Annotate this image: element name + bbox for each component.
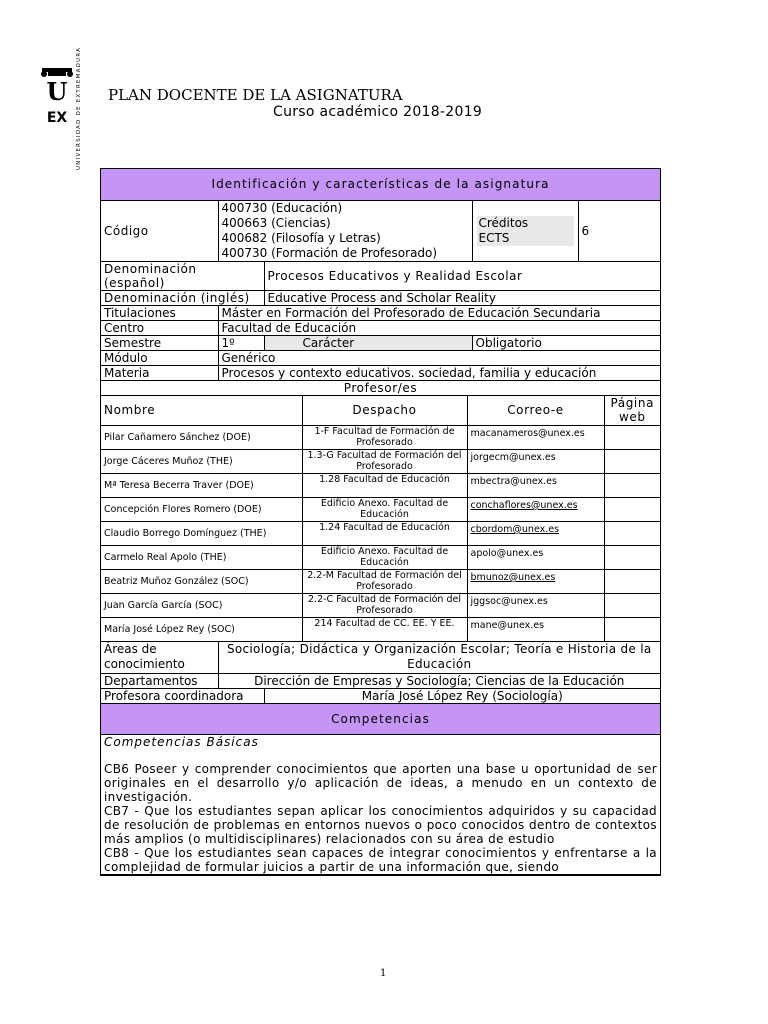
departamentos-value: Dirección de Empresas y Sociología; Ciencias de la Educación: [218, 673, 660, 688]
professor-email[interactable]: [467, 450, 604, 474]
modulo-value: Genérico: [218, 350, 660, 365]
semestre-value: 1º: [218, 335, 264, 350]
professor-email[interactable]: [467, 618, 604, 642]
codigo-label: Código: [101, 200, 218, 261]
creditos-value: 6: [578, 200, 660, 261]
logo-letters-ex: EX: [46, 110, 68, 126]
professor-office: 2.2-M Facultad de Formación del Profesorado: [302, 570, 467, 594]
professor-email[interactable]: [467, 498, 604, 522]
professors-rows: [101, 426, 660, 642]
centro-label: Centro: [101, 320, 218, 335]
column-header-correo: Correo-e: [467, 396, 604, 426]
professor-website: [604, 498, 660, 522]
professor-website: [604, 570, 660, 594]
competencia-cb8: CB8 - Que los estudiantes sean capaces de integrar conocimientos y enfrentarse a la complejidad de formular juicios a partir de una información que, siendo: [104, 845, 657, 874]
professor-name: Beatriz Muñoz González (SOC): [101, 570, 302, 594]
professor-email[interactable]: [467, 522, 604, 546]
caracter-label: Carácter: [264, 335, 472, 350]
competencia-cb6: CB6 Poseer y comprender conocimientos que aporten una base u oportunidad de ser originales en el desarrollo y/o aplicación de ideas, a menudo en un contexto de investigación.: [104, 761, 657, 804]
codigo-item: 400730 (Educación): [221, 200, 343, 215]
areas-value: Sociología; Didáctica y Organización Escolar; Teoría e Historia de la Educación: [218, 642, 660, 673]
university-name-vertical: UNIVERSIDAD DE EXTREMADURA: [76, 46, 82, 170]
identification-table: [101, 169, 660, 396]
table-row: [101, 546, 660, 570]
professor-name: Mª Teresa Becerra Traver (DOE): [101, 474, 302, 498]
table-row: [101, 474, 660, 498]
codigo-item: 400730 (Formación de Profesorado): [221, 245, 438, 260]
logo-letter-u: U: [46, 77, 68, 106]
professor-email-link[interactable]: apolo@unex.es: [470, 548, 544, 559]
professor-email[interactable]: [467, 426, 604, 450]
course-plan-form: [100, 168, 661, 876]
professor-website: [604, 594, 660, 618]
table-row: [101, 618, 660, 642]
table-row: [101, 498, 660, 522]
denominacion-es-label: Denominación (español): [101, 261, 264, 290]
competencias-basicas-subtitle: Competencias Básicas: [104, 734, 259, 749]
professor-office: 1.24 Facultad de Educación: [302, 522, 467, 546]
areas-label: Áreas de conocimiento: [101, 642, 218, 673]
professor-email[interactable]: [467, 546, 604, 570]
materia-label: Materia: [101, 365, 218, 380]
professor-name: María José López Rey (SOC): [101, 618, 302, 642]
table-row: [101, 594, 660, 618]
professor-email-link[interactable]: conchaflores@unex.es: [470, 500, 578, 511]
centro-value: Facultad de Educación: [218, 320, 660, 335]
professor-email-link[interactable]: jorgecm@unex.es: [470, 452, 556, 463]
coordinadora-value: María José López Rey (Sociología): [264, 688, 660, 703]
titulaciones-label: Titulaciones: [101, 305, 218, 320]
professor-email-link[interactable]: mbectra@unex.es: [470, 476, 557, 487]
professor-website: [604, 426, 660, 450]
professor-office: 2.2-C Facultad de Formación del Profesorado: [302, 594, 467, 618]
codigo-item: 400682 (Filosofía y Letras): [221, 230, 381, 245]
creditos-label-cell: [472, 200, 578, 261]
coordinadora-label: Profesora coordinadora: [101, 688, 264, 703]
table-row: [101, 522, 660, 546]
professor-website: [604, 450, 660, 474]
university-logo: [38, 66, 78, 146]
ects-label: ECTS: [478, 230, 510, 245]
professors-table: [101, 396, 660, 643]
professor-office: Edificio Anexo. Facultad de Educación: [302, 498, 467, 522]
professor-name: Carmelo Real Apolo (THE): [101, 546, 302, 570]
professor-email-link[interactable]: cbordom@unex.es: [470, 524, 560, 535]
modulo-label: Módulo: [101, 350, 218, 365]
table-row: [101, 570, 660, 594]
professor-office: 214 Facultad de CC. EE. Y EE.: [302, 618, 467, 642]
table-row: [101, 450, 660, 474]
professor-email[interactable]: [467, 594, 604, 618]
professor-website: [604, 618, 660, 642]
table-row: [101, 426, 660, 450]
column-header-web: Página web: [604, 396, 660, 426]
identification-section-header: Identificación y características de la asignatura: [101, 169, 660, 200]
codigo-values: [218, 200, 472, 261]
academic-year: Curso académico 2018-2019: [273, 104, 483, 120]
professor-website: [604, 546, 660, 570]
professor-email-link[interactable]: mane@unex.es: [470, 620, 545, 631]
departamentos-label: Departamentos: [101, 673, 218, 688]
codigo-item: 400663 (Ciencias): [221, 215, 331, 230]
professor-office: 1.3-G Facultad de Formación del Profesorado: [302, 450, 467, 474]
professor-office: 1-F Facultad de Formación de Profesorado: [302, 426, 467, 450]
areas-table: [101, 642, 660, 875]
profesores-section-header: Profesor/es: [101, 380, 660, 395]
professor-name: Jorge Cáceres Muñoz (THE): [101, 450, 302, 474]
page-title: PLAN DOCENTE DE LA ASIGNATURA: [108, 86, 403, 104]
professor-email-link[interactable]: jggsoc@unex.es: [470, 596, 548, 607]
professor-office: Edificio Anexo. Facultad de Educación: [302, 546, 467, 570]
column-header-nombre: Nombre: [101, 396, 302, 426]
denominacion-en-value: Educative Process and Scholar Reality: [264, 290, 660, 305]
professor-office: 1.28 Facultad de Educación: [302, 474, 467, 498]
professor-name: Pilar Cañamero Sánchez (DOE): [101, 426, 302, 450]
professor-name: Juan García García (SOC): [101, 594, 302, 618]
professor-email-link[interactable]: macanameros@unex.es: [470, 428, 585, 439]
denominacion-es-value: Procesos Educativos y Realidad Escolar: [264, 261, 660, 290]
professor-website: [604, 522, 660, 546]
professor-email[interactable]: [467, 570, 604, 594]
semestre-label: Semestre: [101, 335, 218, 350]
professor-website: [604, 474, 660, 498]
competencia-cb7: CB7 - Que los estudiantes sepan aplicar los conocimientos adquiridos y su capacidad de resolución de problemas en entornos nuevos o poco conocidos dentro de contextos más amplios (o multidisciplinares) relacionados con su área de estudio: [104, 803, 657, 846]
professor-email[interactable]: [467, 474, 604, 498]
page-number: 1: [380, 968, 387, 979]
professor-email-link[interactable]: bmunoz@unex.es: [470, 572, 556, 583]
competencias-body: [101, 734, 660, 874]
professor-name: Claudio Borrego Domínguez (THE): [101, 522, 302, 546]
denominacion-en-label: Denominación (inglés): [101, 290, 264, 305]
creditos-label: Créditos: [478, 215, 529, 230]
titulaciones-value: Máster en Formación del Profesorado de Educación Secundaria: [218, 305, 660, 320]
materia-value: Procesos y contexto educativos. sociedad, familia y educación: [218, 365, 660, 380]
caracter-value: Obligatorio: [472, 335, 660, 350]
competencias-section-header: Competencias: [101, 703, 660, 734]
column-header-despacho: Despacho: [302, 396, 467, 426]
professor-name: Concepción Flores Romero (DOE): [101, 498, 302, 522]
